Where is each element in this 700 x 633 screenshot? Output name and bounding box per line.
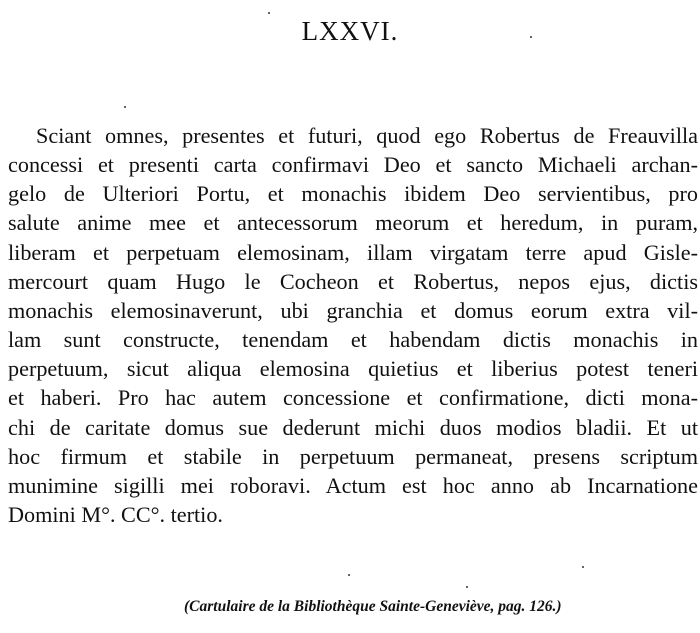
charter-line: liberam et perpetuam elemosinam, illam virgatam terre apud Gisle- — [8, 239, 698, 265]
scan-speck — [530, 36, 532, 38]
scan-speck — [348, 574, 350, 576]
source-citation: (Cartulaire de la Bibliothèque Sainte-Geneviève, pag. 126.) — [184, 598, 562, 615]
scan-speck — [268, 12, 270, 14]
charter-number-heading: LXXVI. — [301, 16, 399, 46]
charter-line: concessi et presenti carta confirmavi Deo et sancto Michaeli archan- — [8, 152, 698, 178]
charter-line: lam sunt constructe, tenendam et habendam dictis monachis in — [8, 327, 698, 353]
charter-line: salute anime mee et antecessorum meorum et heredum, in puram, — [8, 210, 698, 236]
charter-line: Domini M°. CC°. tertio. — [8, 502, 223, 528]
charter-line: munimine sigilli mei roboravi. Actum est hoc anno ab Incarnatione — [8, 472, 698, 498]
scan-speck — [466, 586, 468, 588]
charter-line: Sciant omnes, presentes et futuri, quod ego Robertus de Freauvilla — [36, 123, 698, 148]
charter-line: mercourt quam Hugo le Cocheon et Robertus, nepos ejus, dictis — [8, 268, 698, 294]
charter-line: monachis elemosinaverunt, ubi granchia et domus eorum extra vil- — [8, 297, 698, 323]
scan-speck — [582, 566, 584, 568]
charter-line: perpetuum, sicut aliqua elemosina quietius et liberius potest teneri — [8, 356, 698, 382]
charter-line: et haberi. Pro hac autem concessione et confirmatione, dicti mona- — [8, 385, 698, 411]
charter-text — [8, 121, 698, 529]
scan-speck — [124, 106, 126, 108]
charter-line: hoc firmum et stabile in perpetuum permaneat, presens scriptum — [8, 443, 698, 469]
charter-line: gelo de Ulteriori Portu, et monachis ibidem Deo servientibus, pro — [8, 181, 698, 207]
charter-line: chi de caritate domus sue dederunt michi duos modios bladii. Et ut — [8, 414, 698, 440]
